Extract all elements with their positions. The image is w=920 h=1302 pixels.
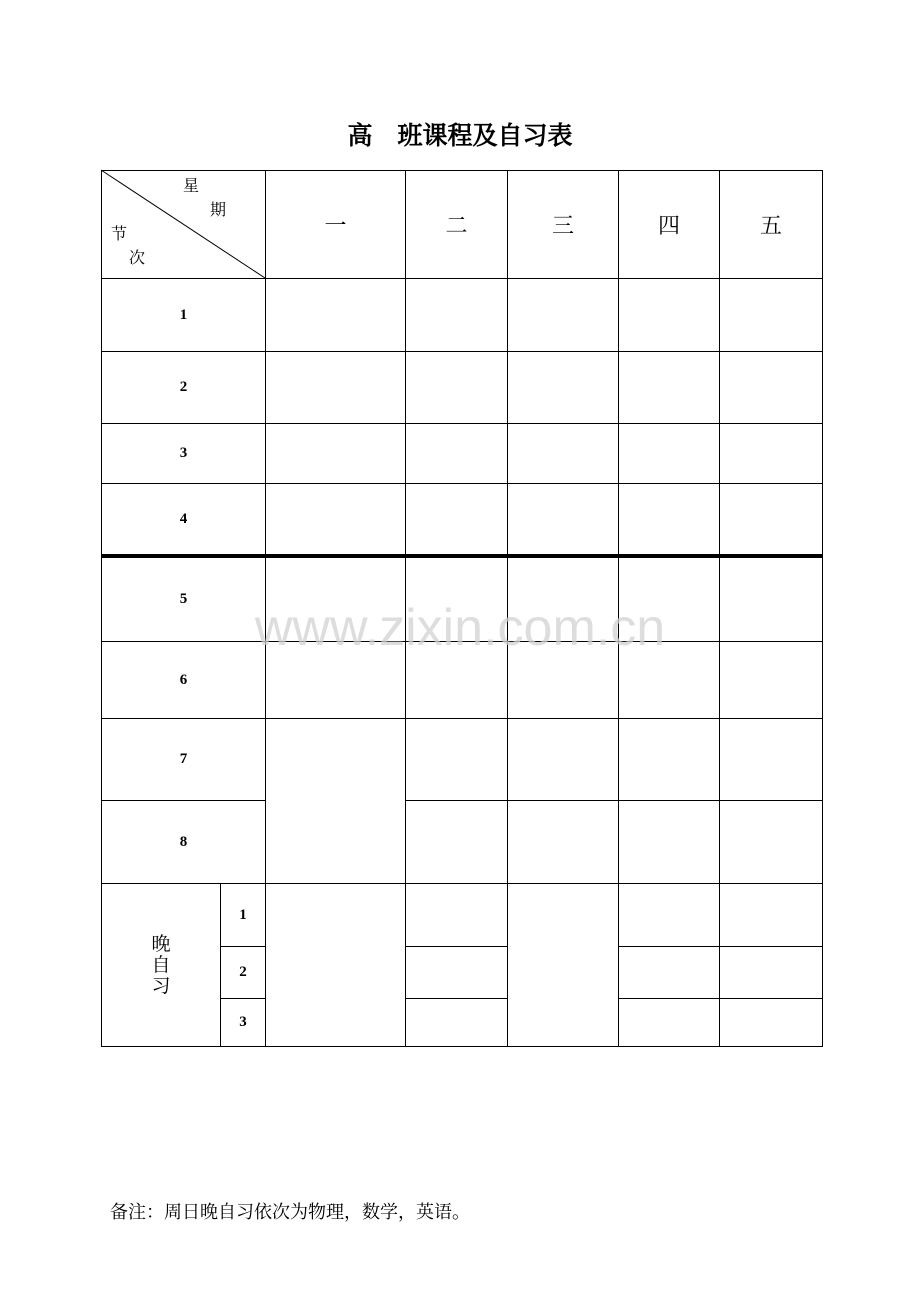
evening-row-divider [405, 998, 508, 999]
evening-session-3: 3 [239, 1014, 247, 1030]
evening-session-1: 1 [239, 906, 247, 923]
table-border-right [822, 170, 823, 1047]
day-header-wed: 三 [551, 214, 574, 239]
watermark: www.zixin.com.cn [254, 599, 666, 657]
evening-row-divider [618, 998, 823, 999]
day-header-mon: 一 [324, 214, 347, 239]
corner-label-period-1: 节 [111, 224, 128, 243]
col-divider [507, 170, 508, 1047]
row-divider [101, 883, 823, 884]
evening-study-label: 晚自习 [151, 933, 171, 997]
evening-row-divider [618, 946, 823, 947]
evening-session-2: 2 [239, 964, 247, 980]
corner-label-period-2: 次 [129, 248, 146, 267]
evening-row-divider [405, 946, 508, 947]
col-divider [405, 170, 406, 1047]
corner-label-week-2: 期 [210, 200, 227, 219]
page-title: 高 班课程及自习表 [347, 121, 573, 150]
period-label-7: 7 [179, 751, 188, 767]
period-label-8: 8 [179, 833, 188, 850]
period-label-5: 5 [179, 591, 188, 607]
row-divider [405, 800, 823, 801]
period-label-6: 6 [179, 671, 188, 688]
period-label-1: 1 [179, 306, 188, 323]
col-divider [618, 170, 619, 1047]
day-header-thu: 四 [657, 214, 680, 239]
col-divider [719, 170, 720, 1047]
col-divider [265, 170, 266, 1047]
corner-label-week-1: 星 [183, 176, 200, 195]
footnote: 备注：周日晚自习依次为物理，数学，英语。 [110, 1202, 470, 1223]
period-label-3: 3 [179, 445, 188, 461]
period-label-2: 2 [179, 379, 188, 395]
period-label-4: 4 [179, 510, 188, 527]
day-header-fri: 五 [759, 214, 782, 239]
day-header-tue: 二 [445, 214, 468, 239]
table-border-bottom [101, 1046, 823, 1047]
